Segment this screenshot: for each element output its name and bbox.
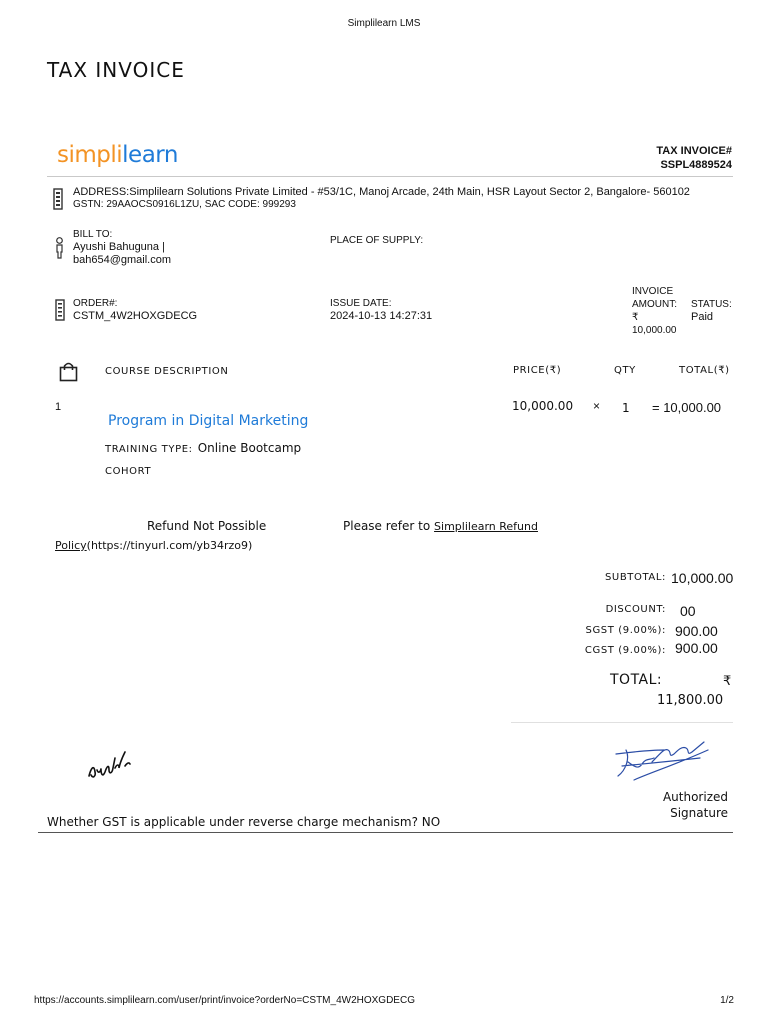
total-label: TOTAL: <box>610 672 663 688</box>
sgst-value: 900.00 <box>675 623 718 639</box>
person-icon <box>55 237 64 259</box>
line-item-total: = 10,000.00 <box>652 400 722 415</box>
subtotal-label: SUBTOTAL: <box>604 572 666 583</box>
total-currency: ₹ <box>723 673 732 688</box>
bill-to-label: BILL TO: <box>73 229 113 240</box>
course-name-link[interactable]: Program in Digital Marketing <box>108 413 309 429</box>
refund-refer <box>343 519 538 533</box>
refund-policy-url: (https://tinyurl.com/yb34rzo9) <box>86 539 253 552</box>
invoice-amount-label-1: INVOICE <box>632 286 674 297</box>
bill-to-email: bah654@gmail.com <box>73 254 171 266</box>
line-item-qty: 1 <box>622 401 630 415</box>
col-price: PRICE(₹) <box>513 365 562 376</box>
authorized-line-2: Signature <box>670 806 728 820</box>
refund-link[interactable]: Simplilearn Refund <box>434 520 538 533</box>
bill-to-name: Ayushi Bahuguna | <box>73 241 165 253</box>
cgst-label: CGST (9.00%): <box>584 645 666 656</box>
col-total: TOTAL(₹) <box>679 365 730 376</box>
refund-refer-text: Please refer to <box>343 519 431 533</box>
discount-value: 00 <box>680 603 696 619</box>
col-qty: QTY <box>614 365 636 376</box>
browser-header-title: Simplilearn LMS <box>347 18 421 29</box>
issue-date-label: ISSUE DATE: <box>330 298 392 309</box>
status-label: STATUS: <box>691 299 732 310</box>
page-title: TAX INVOICE <box>47 58 185 82</box>
col-course-description: COURSE DESCRIPTION <box>105 366 229 377</box>
line-item-index: 1 <box>55 401 62 413</box>
divider-bottom <box>38 832 733 833</box>
invoice-ref-label: TAX INVOICE# <box>656 145 732 157</box>
shopping-bag-icon <box>59 361 78 382</box>
building-icon <box>53 188 63 210</box>
address-line: ADDRESS:Simplilearn Solutions Private Limited - #53/1C, Manoj Arcade, 24th Main, HSR Layout Sector 2, Bangalore- 560102 <box>73 186 690 198</box>
authorized-line-1: Authorized <box>662 790 728 804</box>
customer-signature <box>85 746 133 782</box>
cohort-label: COHORT <box>105 466 152 477</box>
divider-top <box>47 176 733 177</box>
invoice-amount-label-2: AMOUNT: <box>632 299 677 310</box>
status-value: Paid <box>691 311 714 323</box>
sgst-label: SGST (9.00%): <box>585 625 666 636</box>
invoice-amount-currency: ₹ <box>632 312 639 323</box>
gst-note: Whether GST is applicable under reverse charge mechanism? NO <box>47 815 441 829</box>
logo-part-learn: learn <box>122 142 178 168</box>
refund-policy-title: Refund Not Possible <box>147 519 267 533</box>
logo-part-i: i <box>116 142 123 168</box>
authorized-signature-label <box>663 789 728 821</box>
invoice-amount <box>632 285 677 337</box>
invoice-ref <box>656 144 732 172</box>
cgst-value: 900.00 <box>675 640 718 656</box>
training-type-value: Online Bootcamp <box>197 441 302 455</box>
times-sign: × <box>593 399 601 413</box>
place-of-supply-label: PLACE OF SUPPLY: <box>330 235 424 246</box>
logo-part-simpl: simpl <box>57 142 117 168</box>
invoice-amount-value: 10,000.00 <box>632 325 677 336</box>
line-item-price: 10,000.00 <box>512 399 574 413</box>
total-value: 11,800.00 <box>657 693 724 708</box>
footer-url: https://accounts.simplilearn.com/user/print/invoice?orderNo=CSTM_4W2HOXGDECG <box>34 995 415 1006</box>
gstn-line: GSTN: 29AAOCS0916L1ZU, SAC CODE: 999293 <box>73 199 296 210</box>
divider-total <box>511 722 733 723</box>
order-label: ORDER#: <box>73 298 118 309</box>
order-number: CSTM_4W2HOXGDECG <box>73 310 198 322</box>
receipt-icon <box>55 299 65 321</box>
status <box>691 298 732 324</box>
training-type <box>105 437 301 456</box>
page-number: 1/2 <box>720 995 734 1006</box>
authorized-signature <box>612 736 712 782</box>
issue-date-value: 2024-10-13 14:27:31 <box>330 310 433 322</box>
subtotal-value: 10,000.00 <box>671 570 734 586</box>
refund-policy-line <box>55 539 252 552</box>
refund-policy-link[interactable]: Policy <box>55 539 87 552</box>
simplilearn-logo <box>57 142 178 168</box>
training-type-label: TRAINING TYPE: <box>105 444 193 455</box>
discount-label: DISCOUNT: <box>605 604 666 615</box>
invoice-ref-number: SSPL4889524 <box>660 159 732 171</box>
